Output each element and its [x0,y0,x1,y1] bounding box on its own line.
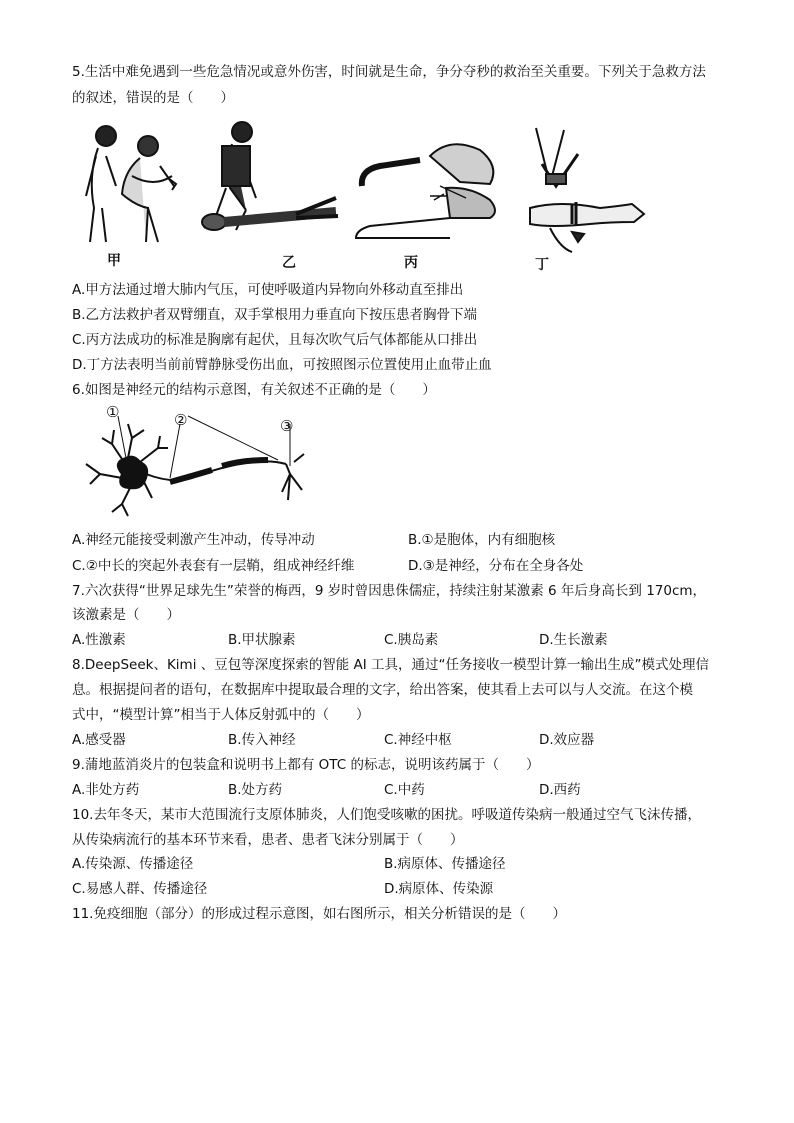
q6-label-3: ③ [280,417,294,435]
q5-caption-bing: 丙 [404,255,418,271]
q5-caption-yi: 乙 [282,255,296,271]
q5-stem-line2: 的叙述，错误的是（ ） [72,90,234,106]
q10-stem-line1: 10.去年冬天，某市大范围流行支原体肺炎，人们饱受咳嗽的困扰。呼吸道传染病一般通过空气飞沫传播， [72,807,701,823]
q6-option-a: A.神经元能接受刺激产生冲动，传导冲动 [72,532,315,548]
q10-option-b: B.病原体、传播途径 [384,856,506,872]
q8-stem-line3: 式中，“模型计算”相当于人体反射弧中的（ ） [72,707,370,723]
q10-option-a: A.传染源、传播途径 [72,856,194,872]
q7-stem-line2: 该激素是（ ） [72,607,180,623]
q8-option-a: A.感受器 [72,732,126,748]
q5-option-c: C.丙方法成功的标准是胸廓有起伏，且每次吹气后气体都能从口排出 [72,332,478,348]
q5-figure-bing [350,126,510,244]
q7-option-d: D.生长激素 [539,632,608,648]
q5-option-a: A.甲方法通过增大肺内气压，可使呼吸道内异物向外移动直至排出 [72,282,464,298]
q9-option-c: C.中药 [384,782,425,798]
q9-stem: 9.蒲地蓝消炎片的包装盒和说明书上都有 OTC 的标志，说明该药属于（ ） [72,757,540,773]
q5-caption-jia: 甲 [107,253,121,269]
q10-option-d: D.病原体、传染源 [384,881,494,897]
q6-stem: 6.如图是神经元的结构示意图，有关叙述不正确的是（ ） [72,382,436,398]
q8-option-c: C.神经中枢 [384,732,452,748]
q7-option-c: C.胰岛素 [384,632,439,648]
q5-option-b: B.乙方法救护者双臂绷直，双手掌根用力垂直向下按压患者胸骨下端 [72,307,478,323]
q10-stem-line2: 从传染病流行的基本环节来看，患者、患者飞沫分别属于（ ） [72,832,464,848]
q6-option-c: C.②中长的突起外表套有一层鞘，组成神经纤维 [72,558,355,574]
q6-label-2: ② [174,411,188,429]
q9-option-d: D.西药 [539,782,581,798]
q8-stem-line2: 息。根据提问者的语句，在数据库中提取最合理的文字，给出答案，使其看上去可以与人交流。在这个模 [72,682,693,698]
q5-figure-jia [76,116,188,246]
q7-option-a: A.性激素 [72,632,126,648]
q7-stem-line1: 7.六次获得“世界足球先生”荣誉的梅西，9 岁时曾因患侏儒症，持续注射某激素 6 年后身高长到 170cm， [72,583,707,599]
q9-option-b: B.处方药 [228,782,283,798]
q7-option-b: B.甲状腺素 [228,632,296,648]
q6-neuron-diagram [72,404,312,524]
q10-option-c: C.易感人群、传播途径 [72,881,208,897]
q11-stem: 11.免疫细胞（部分）的形成过程示意图，如右图所示，相关分析错误的是（ ） [72,906,566,922]
q5-figure-ding [520,124,660,254]
q8-option-d: D.效应器 [539,732,595,748]
q6-option-d: D.③是神经，分布在全身各处 [408,558,584,574]
q9-option-a: A.非处方药 [72,782,140,798]
q6-option-b: B.①是胞体，内有细胞核 [408,532,556,548]
q5-figure-yi [186,118,346,246]
q6-label-1: ① [106,403,120,421]
q5-caption-ding: 丁 [535,257,549,273]
q8-stem-line1: 8.DeepSeek、Kimi 、豆包等深度探索的智能 AI 工具，通过“任务接收一模型计算一输出生成”模式处理信 [72,657,710,673]
q5-stem-line1: 5.生活中难免遇到一些危急情况或意外伤害，时间就是生命，争分夺秒的救治至关重要。下列关于急救方法 [72,64,706,80]
q8-option-b: B.传入神经 [228,732,296,748]
q5-option-d: D.丁方法表明当前前臂静脉受伤出血，可按照图示位置使用止血带止血 [72,357,492,373]
